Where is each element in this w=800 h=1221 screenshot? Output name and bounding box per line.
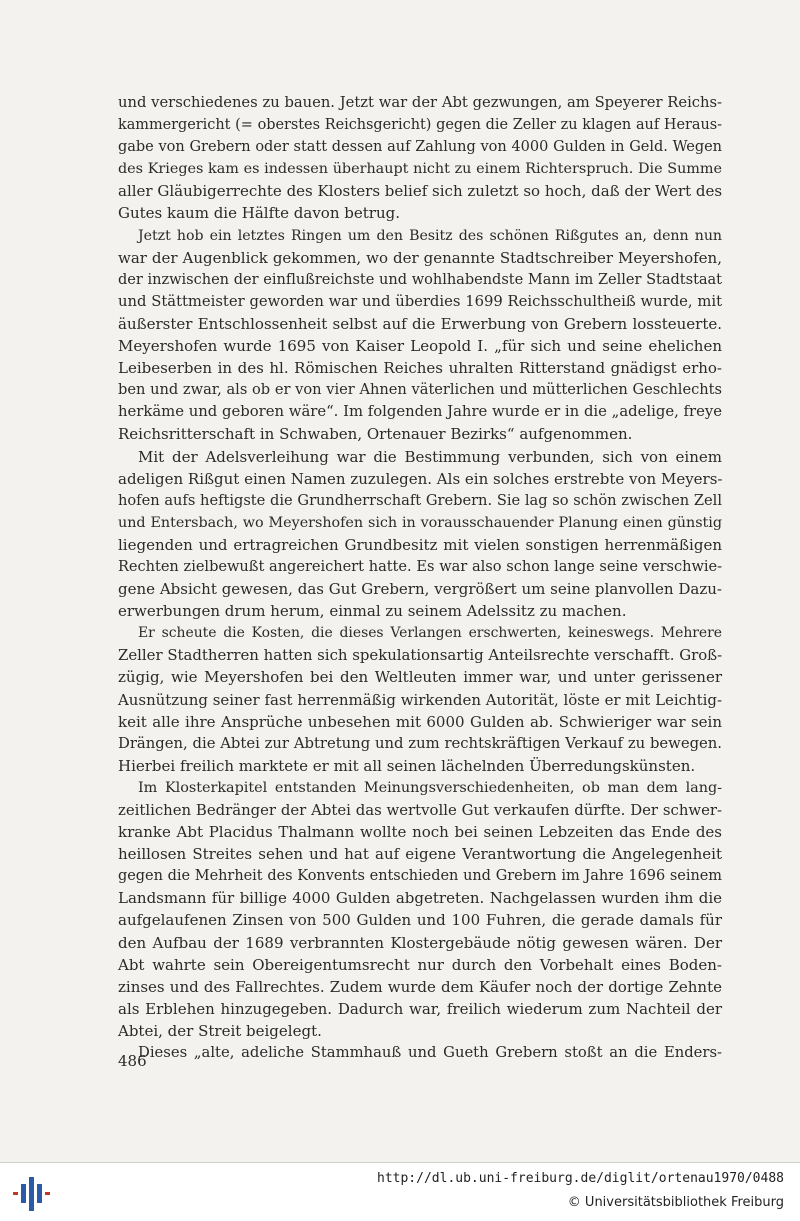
- text-line: hofen aufs heftigste die Grundherrschaft Grebern. Sie lag so schön zwischen Zell: [118, 491, 722, 509]
- text-line: kranke Abt Placidus Thalmann wollte noch bei seinen Lebzeiten das Ende des: [118, 823, 722, 842]
- text-line: den Aufbau der 1689 verbrannten Klostergebäude nötig gewesen wären. Der: [118, 933, 722, 952]
- text-line: Leibeserben in des hl. Römischen Reiches uhralten Ritterstand gnädigst erho-: [118, 359, 722, 378]
- text-line: Meyershofen wurde 1695 von Kaiser Leopold I. „für sich und seine ehelichen: [118, 337, 722, 356]
- university-library-logo-icon: [12, 1173, 56, 1213]
- permalink-url[interactable]: http://dl.ub.uni-freiburg.de/diglit/ortenau1970/0488: [377, 1171, 784, 1186]
- text-line: zinses und des Fallrechtes. Zudem wurde dem Käufer noch der dortige Zehnte: [118, 977, 722, 996]
- text-line: Dieses „alte, adeliche Stammhauß und Gueth Grebern stoßt an die Enders-: [138, 1044, 722, 1062]
- text-line: zügig, wie Meyershofen bei den Weltleuten immer war, und unter gerissener: [118, 668, 722, 687]
- text-line: zeitlichen Bedränger der Abtei das wertvolle Gut verkaufen dürfte. Der schwer-: [118, 801, 722, 819]
- text-line: kammergericht (= oberstes Reichsgericht) gegen die Zeller zu klagen auf Heraus-: [118, 117, 722, 134]
- text-line: keit alle ihre Ansprüche unbesehen mit 6000 Gulden ab. Schwieriger war sein: [118, 712, 722, 731]
- text-line: Er scheute die Kosten, die dieses Verlangen erschwerten, keineswegs. Mehrere: [138, 625, 722, 642]
- text-line: aufgelaufenen Zinsen von 500 Gulden und 100 Fuhren, die gerade damals für: [118, 911, 722, 930]
- paragraph: [118, 92, 722, 225]
- text-line: Drängen, die Abtei zur Abtretung und zum rechtskräftigen Verkauf zu bewegen.: [118, 734, 722, 752]
- text-line: Mit der Adelsverleihung war die Bestimmung verbunden, sich von einem: [138, 447, 722, 466]
- text-line: Landsmann für billige 4000 Gulden abgetreten. Nachgelassen wurden ihm die: [118, 889, 722, 908]
- text-line: Abtei, der Streit beigelegt.: [118, 1021, 322, 1040]
- text-line: des Krieges kam es indessen überhaupt nicht zu einem Richterspruch. Die Summe: [118, 161, 722, 178]
- paragraph: [118, 1042, 722, 1064]
- text-line: und Entersbach, wo Meyershofen sich in vorausschauender Planung einen günstig: [118, 514, 722, 531]
- text-line: herkäme und geboren wäre“. Im folgenden Jahre wurde er in die „adelige, freye: [118, 403, 722, 421]
- text-line: Jetzt hob ein letztes Ringen um den Besitz des schönen Rißgutes an, denn nun: [138, 227, 722, 244]
- text-line: gegen die Mehrheit des Konvents entschieden und Grebern im Jahre 1696 seinem: [118, 868, 722, 885]
- text-line: Reichsritterschaft in Schwaben, Ortenauer Bezirks“ aufgenommen.: [118, 425, 633, 444]
- text-line: Im Klosterkapitel entstanden Meinungsverschiedenheiten, ob man dem lang-: [138, 779, 722, 796]
- body-text: [118, 92, 722, 1064]
- text-line: Hierbei freilich marktete er mit all seinen lächelnden Überredungskünsten.: [118, 756, 696, 775]
- text-line: Abt wahrte sein Obereigentumsrecht nur durch den Vorbehalt eines Boden-: [118, 955, 722, 974]
- paragraph: [118, 777, 722, 1042]
- text-line: aller Gläubigerrechte des Klosters belief sich zuletzt so hoch, daß der Wert des: [118, 182, 723, 201]
- text-line: Zeller Stadtherren hatten sich spekulationsartig Anteilsrechte verschafft. Groß-: [118, 646, 723, 665]
- text-line: und verschiedenes zu bauen. Jetzt war der Abt gezwungen, am Speyerer Reichs-: [118, 94, 722, 111]
- text-line: äußerster Entschlossenheit selbst auf die Erwerbung von Grebern lossteuerte.: [118, 314, 722, 333]
- text-line: gabe von Grebern oder statt dessen auf Zahlung von 4000 Gulden in Geld. Wegen: [118, 139, 722, 156]
- paragraph: [118, 225, 722, 446]
- text-line: gene Absicht gewesen, das Gut Grebern, vergrößert um seine planvollen Dazu-: [118, 580, 722, 599]
- text-line: als Erblehen hinzugegeben. Dadurch war, freilich wiederum zum Nachteil der: [118, 999, 722, 1018]
- text-line: Gutes kaum die Hälfte davon betrug.: [118, 204, 400, 223]
- text-line: erwerbungen drum herum, einmal zu seinem Adelssitz zu machen.: [118, 602, 627, 621]
- copyright-notice: © Universitätsbibliothek Freiburg: [567, 1195, 784, 1210]
- paragraph: [118, 622, 722, 777]
- text-line: war der Augenblick gekommen, wo der genannte Stadtschreiber Meyershofen,: [118, 248, 722, 267]
- text-line: heillosen Streites sehen und hat auf eigene Verantwortung die Angelegenheit: [118, 845, 722, 864]
- page-number: 486: [118, 1052, 147, 1070]
- text-line: liegenden und ertragreichen Grundbesitz mit vielen sonstigen herrenmäßigen: [118, 535, 722, 554]
- paragraph: [118, 446, 722, 623]
- text-line: der inzwischen der einflußreichste und wohlhabendste Mann im Zeller Stadtstaat: [118, 271, 722, 288]
- viewer-footer: [0, 1162, 800, 1221]
- text-line: ben und zwar, als ob er von vier Ahnen väterlichen und mütterlichen Geschlechts: [118, 381, 722, 399]
- text-line: und Stättmeister geworden war und überdies 1699 Reichsschultheiß wurde, mit: [118, 292, 722, 310]
- text-line: Rechten zielbewußt angereichert hatte. Es war also schon lange seine verschwie-: [118, 557, 722, 575]
- text-line: adeligen Rißgut einen Namen zuzulegen. Als ein solches erstrebte von Meyers-: [118, 469, 723, 488]
- text-line: Ausnützung seiner fast herrenmäßig wirkenden Autorität, löste er mit Leichtig-: [118, 690, 722, 709]
